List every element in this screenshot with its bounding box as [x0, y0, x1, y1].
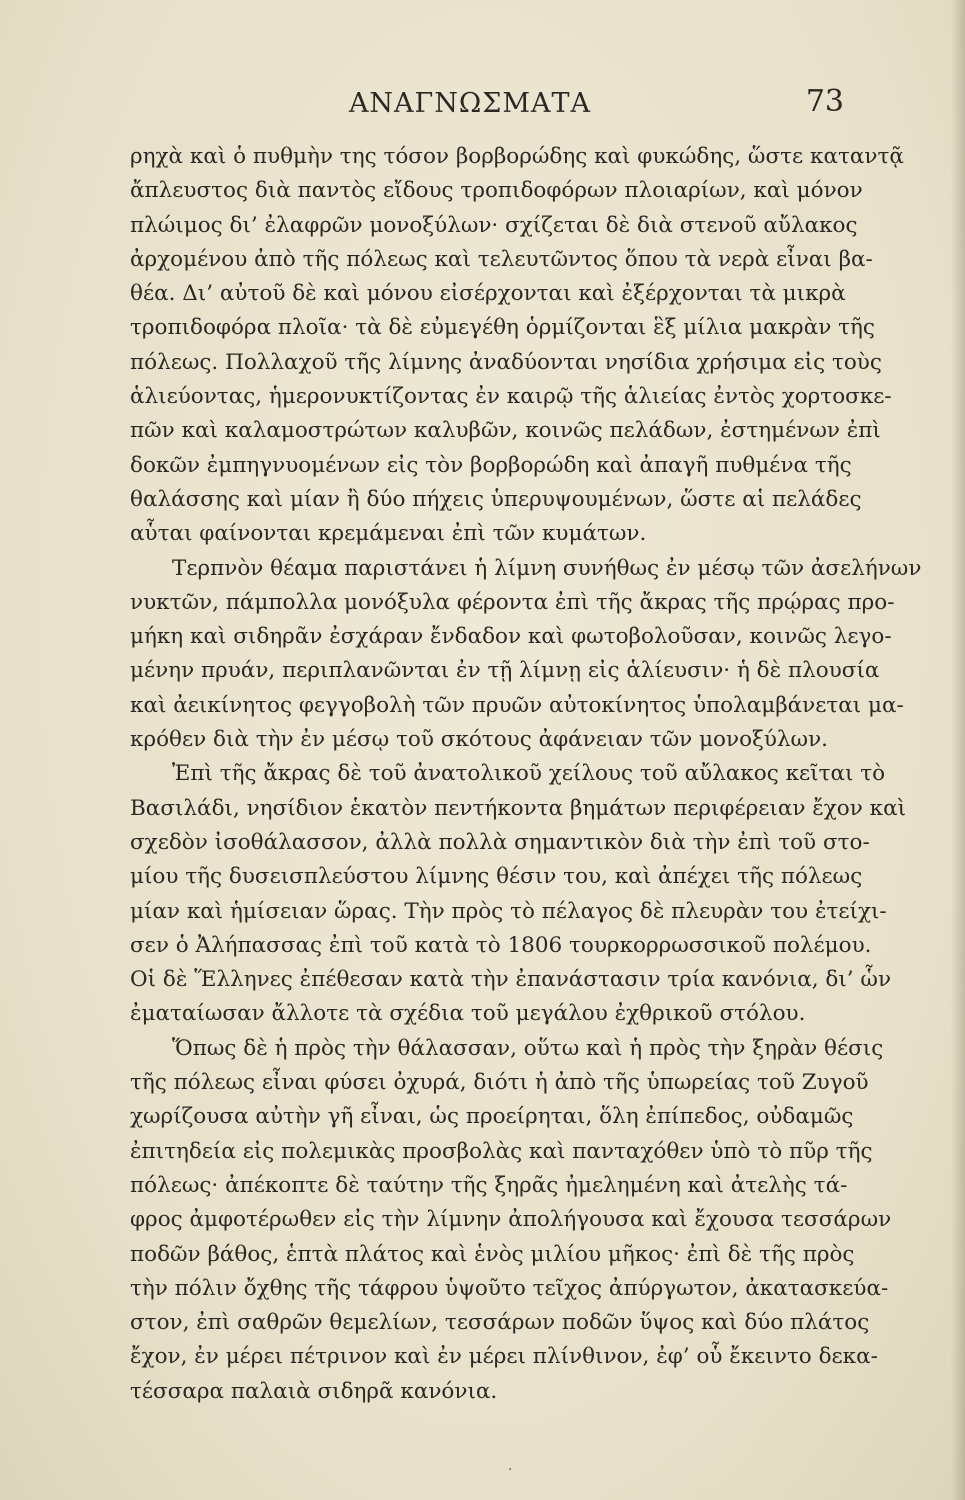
text-line: καὶ ἀεικίνητος φεγγοβολὴ τῶν πρυῶν αὐτοκίνητος ὑπολαμβάνεται μα- [130, 692, 904, 718]
text-line: ἐπιτηδεία εἰς πολεμικὰς προσβολὰς καὶ πανταχόθεν ὑπὸ τὸ πῦρ τῆς [130, 1138, 873, 1164]
text-line: ἔχον, ἐν μέρει πέτρινον καὶ ἐν μέρει πλίνθινον, ἐφ’ οὗ ἔκειντο δεκα- [130, 1344, 878, 1370]
text-line: μίου τῆς δυσεισπλεύστου λίμνης θέσιν του, καὶ ἀπέχει τῆς πόλεως [130, 864, 863, 890]
text-line: χωρίζουσα αὐτὴν γῆ εἶναι, ὡς προείρηται, ὅλη ἐπίπεδος, οὐδαμῶς [130, 1104, 854, 1130]
text-line: πῶν καὶ καλαμοστρώτων καλυβῶν, κοινῶς πελάδων, ἐστημένων ἐπὶ [130, 418, 881, 444]
text-line: στον, ἐπὶ σαθρῶν θεμελίων, τεσσάρων ποδῶν ὕψος καὶ δύο πλάτος [130, 1310, 870, 1336]
paragraph-start-line: Ἐπὶ τῆς ἄκρας δὲ τοῦ ἀνατολικοῦ χείλους τοῦ αὔλακος κεῖται τὸ [172, 761, 886, 787]
text-line: μίαν καὶ ἡμίσειαν ὥρας. Τὴν πρὸς τὸ πέλαγος δὲ πλευρὰν του ἐτείχι- [130, 898, 887, 924]
paragraph-start-line: Ὅπως δὲ ἡ πρὸς τὴν θάλασσαν, οὕτω καὶ ἡ πρὸς τὴν ξηρὰν θέσις [172, 1035, 884, 1061]
text-line: δοκῶν ἐμπηγνυομένων εἰς τὸν βορβορώδη καὶ ἀπαγῆ πυθμένα τῆς [130, 452, 852, 478]
text-line: τροπιδοφόρα πλοῖα· τὰ δὲ εὐμεγέθη ὁρμίζονται ἓξ μίλια μακρὰν τῆς [130, 315, 875, 341]
text-line: τῆς πόλεως εἶναι φύσει ὀχυρά, διότι ἡ ἀπὸ τῆς ὑπωρείας τοῦ Ζυγοῦ [130, 1070, 869, 1096]
page-header [130, 84, 844, 128]
paragraph-start-line: Τερπνὸν θέαμα παριστάνει ἡ λίμνη συνήθως ἐν μέσῳ τῶν ἀσελήνων [172, 555, 922, 581]
text-line: ποδῶν βάθος, ἑπτὰ πλάτος καὶ ἑνὸς μιλίου μῆκος· ἐπὶ δὲ τῆς πρὸς [130, 1241, 855, 1267]
paragraph-end-line: αὗται φαίνονται κρεμάμεναι ἐπὶ τῶν κυμάτων. [130, 521, 647, 547]
text-line: φρος ἀμφοτέρωθεν εἰς τὴν λίμνην ἀπολήγουσα καὶ ἔχουσα τεσσάρων [130, 1207, 892, 1233]
text-line: σχεδὸν ἰσοθάλασσον, ἀλλὰ πολλὰ σημαντικὸν διὰ τὴν ἐπὶ τοῦ στο- [130, 829, 870, 855]
text-line: τὴν πόλιν ὄχθης τῆς τάφρου ὑψοῦτο τεῖχος ἀπύργωτον, ἀκατασκεύα- [130, 1275, 889, 1301]
text-line: Βασιλάδι, νησίδιον ἑκατὸν πεντήκοντα βημάτων περιφέρειαν ἔχον καὶ [130, 795, 907, 821]
text-line: σεν ὁ Ἀλήπασσας ἐπὶ τοῦ κατὰ τὸ 1806 τουρκορρωσσικοῦ πολέμου. [130, 932, 872, 958]
text-line: ἁλιεύοντας, ἡμερονυκτίζοντας ἐν καιρῷ τῆς ἁλιείας ἐντὸς χορτοσκε- [130, 384, 892, 410]
text-line: ρηχὰ καὶ ὁ πυθμὴν της τόσον βορβορώδης καὶ φυκώδης, ὥστε καταντᾷ [130, 144, 904, 169]
page-edge-shadow [951, 0, 965, 1500]
ink-speck-icon: · [508, 1462, 513, 1478]
text-line: θαλάσσης καὶ μίαν ἢ δύο πήχεις ὑπερυψουμένων, ὥστε αἱ πελάδες [130, 486, 862, 512]
text-line: μήκη καὶ σιδηρᾶν ἐσχάραν ἔνδαδον καὶ φωτοβολοῦσαν, κοινῶς λεγο- [130, 624, 892, 650]
paragraph-end-line: κρόθεν διὰ τὴν ἐν μέσῳ τοῦ σκότους ἀφάνειαν τῶν μονοξύλων. [130, 727, 828, 753]
body-text [130, 140, 922, 1409]
paragraph-end-line: ἐματαίωσαν ἄλλοτε τὰ σχέδια τοῦ μεγάλου ἐχθρικοῦ στόλου. [130, 1001, 806, 1027]
text-line: πόλεως. Πολλαχοῦ τῆς λίμνης ἀναδύονται νησίδια χρήσιμα εἰς τοὺς [130, 349, 882, 375]
paragraph-end-line: τέσσαρα παλαιὰ σιδηρᾶ κανόνια. [130, 1378, 498, 1404]
text-line: πόλεως· ἀπέκοπτε δὲ ταύτην τῆς ξηρᾶς ἠμελημένη καὶ ἀτελὴς τά- [130, 1172, 848, 1198]
page-number: 73 [805, 84, 844, 119]
text-line: θέα. Δι’ αὐτοῦ δὲ καὶ μόνου εἰσέρχονται καὶ ἐξέρχονται τὰ μικρὰ [130, 281, 846, 307]
text-line: μένην πρυάν, περιπλανῶνται ἐν τῇ λίμνῃ εἰς ἁλίευσιν· ἡ δὲ πλουσία [130, 658, 880, 684]
text-line: Οἱ δὲ Ἕλληνες ἐπέθεσαν κατὰ τὴν ἐπανάστασιν τρία κανόνια, δι’ ὧν [130, 967, 892, 993]
text-line: πλώιμος δι’ ἐλαφρῶν μονοξύλων· σχίζεται δὲ διὰ στενοῦ αὔλακος [130, 212, 858, 238]
text-line: ἀρχομένου ἀπὸ τῆς πόλεως καὶ τελευτῶντος ὅπου τὰ νερὰ εἶναι βα- [130, 246, 873, 272]
text-line: νυκτῶν, πάμπολλα μονόξυλα φέροντα ἐπὶ τῆς ἄκρας τῆς πρῴρας προ- [130, 589, 895, 615]
running-title: ΑΝΑΓΝΩΣΜΑΤΑ [348, 88, 592, 119]
text-line: ἄπλευστος διὰ παντὸς εἴδους τροπιδοφόρων πλοιαρίων, καὶ μόνον [130, 178, 863, 204]
